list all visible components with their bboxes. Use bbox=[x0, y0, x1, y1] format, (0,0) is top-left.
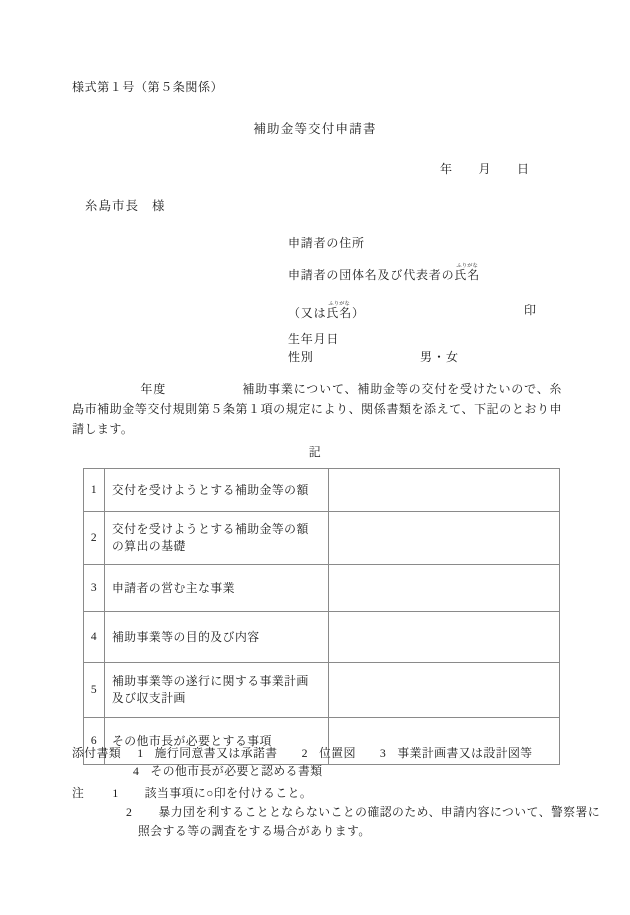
table-row bbox=[84, 512, 560, 565]
table-row-entry[interactable] bbox=[329, 612, 560, 663]
table-row-number: 6 bbox=[84, 718, 105, 765]
date-line bbox=[440, 160, 530, 177]
form-number: 様式第１号（第５条関係） bbox=[72, 80, 224, 94]
addressee-name: 糸島市長 bbox=[85, 199, 140, 213]
body-text-part2: 市補助金等交付規則第５条第１項の規定により、関係書類を添えて、下記のとおり申請し bbox=[72, 402, 562, 436]
birthdate-label: 生年月日 bbox=[288, 332, 340, 346]
page-title: 補助金等交付申請書 bbox=[253, 122, 377, 136]
table-row-number: 3 bbox=[84, 565, 105, 612]
table-row-entry[interactable] bbox=[329, 663, 560, 718]
table-row bbox=[84, 612, 560, 663]
applicant-name-ruby-group bbox=[454, 263, 481, 282]
gender-label: 性別 bbox=[288, 350, 314, 364]
attachment-item-number: 4 bbox=[133, 764, 140, 778]
table-row-entry[interactable] bbox=[329, 565, 560, 612]
table-row-entry[interactable] bbox=[329, 512, 560, 565]
date-year-label: 年 bbox=[440, 162, 453, 176]
note-item-text: 該当事項に○印を付けること。 bbox=[144, 786, 313, 800]
applicant-alt-base: 氏名 bbox=[326, 306, 353, 320]
note-item-continuation bbox=[72, 822, 572, 841]
applicant-name-label-prefix: 申請者の団体名及び代表者の bbox=[288, 268, 455, 282]
note-item-text: 照会する等の調査をする場合があります。 bbox=[138, 824, 371, 838]
ki-marker: 記 bbox=[308, 445, 322, 459]
table-row bbox=[84, 565, 560, 612]
seal-mark: 印 bbox=[524, 303, 537, 317]
table-row-number: 4 bbox=[84, 612, 105, 663]
attachment-item-text: 施行同意書又は承諾書 bbox=[154, 746, 278, 760]
applicant-name-label bbox=[288, 263, 480, 283]
attachments-label: 添付書類 bbox=[72, 746, 122, 760]
table-row-label: 交付を受けようとする補助金等の額 bbox=[105, 469, 329, 512]
attachment-item-text: その他市長が必要と認める書類 bbox=[150, 764, 323, 778]
body-text-part3: ます。 bbox=[96, 422, 134, 436]
applicant-alt-ruby-group bbox=[326, 301, 353, 320]
applicant-alt-name-label bbox=[288, 301, 365, 321]
table-row-label: 申請者の営む主な事業 bbox=[105, 565, 329, 612]
table-row-number: 1 bbox=[84, 469, 105, 512]
table-row-entry[interactable] bbox=[329, 469, 560, 512]
note-item bbox=[72, 784, 572, 803]
gender-options: 男・女 bbox=[420, 350, 460, 364]
table-row-label: その他市長が必要とする事項 bbox=[105, 718, 329, 765]
fiscal-year-label: 年度 bbox=[140, 382, 167, 396]
notes-section bbox=[72, 784, 601, 841]
table-row-number: 2 bbox=[84, 512, 105, 565]
applicant-alt-ruby: ふりがな bbox=[326, 301, 352, 307]
attachment-item-number: 1 bbox=[137, 746, 144, 760]
applicant-alt-open-paren: （又は bbox=[288, 306, 327, 320]
table-row-label: 補助事業等の目的及び内容 bbox=[105, 612, 329, 663]
applicant-name-base: 氏名 bbox=[454, 268, 481, 282]
applicant-alt-close-paren: ） bbox=[352, 306, 365, 320]
attachment-item-text: 事業計画書又は設計図等 bbox=[397, 746, 533, 760]
attachments-section bbox=[72, 744, 533, 780]
table-row-label: 交付を受けようとする補助金等の額 の算出の基礎 bbox=[105, 512, 329, 565]
project-label: 補助事業 bbox=[242, 382, 294, 396]
note-item-number: 2 bbox=[126, 805, 133, 819]
addressee bbox=[85, 196, 166, 214]
note-item-number: 1 bbox=[112, 786, 119, 800]
attachment-item-number: 2 bbox=[301, 746, 308, 760]
date-day-label: 日 bbox=[517, 162, 530, 176]
notes-label: 注 bbox=[72, 786, 85, 800]
table-row-label: 補助事業等の遂行に関する事業計画 及び収支計画 bbox=[105, 663, 329, 718]
attachment-item-number: 3 bbox=[379, 746, 387, 760]
note-item bbox=[72, 803, 601, 822]
items-table bbox=[83, 468, 560, 765]
table-row bbox=[84, 663, 560, 718]
applicant-name-ruby: ふりがな bbox=[454, 263, 480, 269]
body-text-part1: について、補助金等の交付を受けたいので、糸島 bbox=[72, 382, 562, 416]
attachment-item-text: 位置図 bbox=[319, 746, 356, 760]
applicant-address-label: 申請者の住所 bbox=[288, 236, 365, 250]
body-paragraph bbox=[72, 379, 562, 439]
note-item-text: 暴力団を利することとならないことの確認のため、申請内容について、警察署に bbox=[158, 805, 601, 819]
date-month-label: 月 bbox=[478, 162, 492, 176]
table-row-number: 5 bbox=[84, 663, 105, 718]
addressee-honorific: 様 bbox=[152, 199, 166, 213]
table-row bbox=[84, 469, 560, 512]
